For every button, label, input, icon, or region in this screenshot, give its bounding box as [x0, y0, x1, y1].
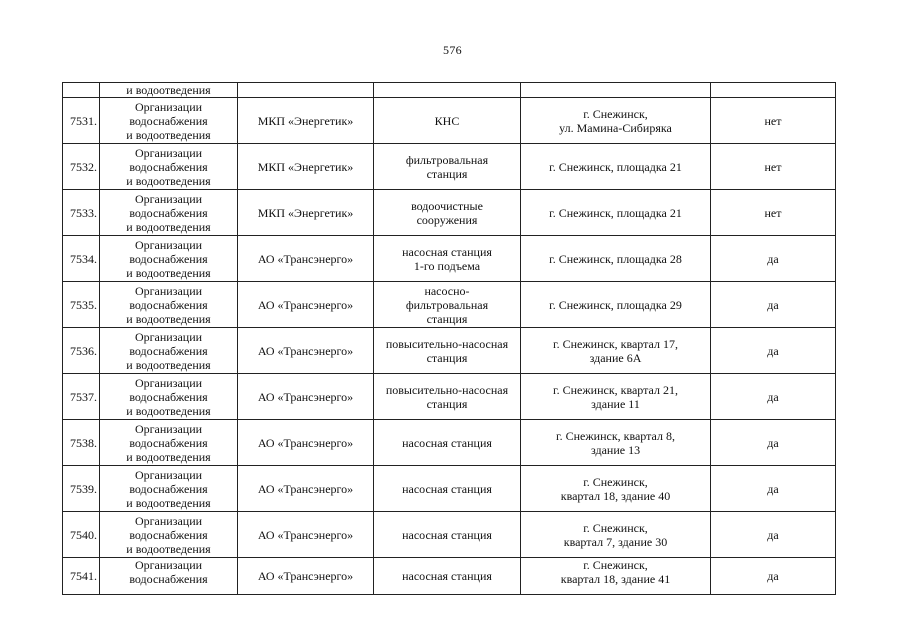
cell-number: 7532. — [63, 144, 100, 190]
cell-object: повысительно-насосная станция — [374, 374, 521, 420]
cell-category: Организации водоснабжения и водоотведения — [100, 374, 238, 420]
cell-owner: АО «Трансэнерго» — [238, 282, 374, 328]
cell-owner: МКП «Энергетик» — [238, 144, 374, 190]
cell-category: Организации водоснабжения и водоотведения — [100, 144, 238, 190]
cell-category: Организации водоснабжения и водоотведения — [100, 98, 238, 144]
table-row — [63, 98, 836, 144]
cell-flag: да — [711, 420, 836, 466]
cell-owner: АО «Трансэнерго» — [238, 420, 374, 466]
cell-address: г. Снежинск, площадка 29 — [521, 282, 711, 328]
cell-category: Организации водоснабжения и водоотведения — [100, 190, 238, 236]
cell-category: Организации водоснабжения и водоотведения — [100, 420, 238, 466]
registry-table — [62, 82, 836, 595]
cell-number: 7537. — [63, 374, 100, 420]
cell-flag: да — [711, 374, 836, 420]
cell-object: КНС — [374, 98, 521, 144]
cell-number: 7541. — [63, 558, 100, 595]
cell-number: 7534. — [63, 236, 100, 282]
cell-owner: АО «Трансэнерго» — [238, 374, 374, 420]
cell-flag: да — [711, 328, 836, 374]
cell-number: 7533. — [63, 190, 100, 236]
cell-number: 7536. — [63, 328, 100, 374]
table-row — [63, 512, 836, 558]
cell-owner: МКП «Энергетик» — [238, 98, 374, 144]
cell-object: насосная станция — [374, 558, 521, 595]
cell-address: г. Снежинск, площадка 28 — [521, 236, 711, 282]
cell-flag: да — [711, 236, 836, 282]
cell-number: 7535. — [63, 282, 100, 328]
cell-object: насосная станция 1-го подъема — [374, 236, 521, 282]
cell-category: и водоотведения — [100, 83, 238, 98]
cell-number: 7538. — [63, 420, 100, 466]
cell-address: г. Снежинск, квартал 18, здание 40 — [521, 466, 711, 512]
cell-object — [374, 83, 521, 98]
cell-flag: да — [711, 282, 836, 328]
cell-category: Организации водоснабжения и водоотведения — [100, 512, 238, 558]
cell-category: Организации водоснабжения и водоотведения — [100, 466, 238, 512]
cell-address: г. Снежинск, площадка 21 — [521, 144, 711, 190]
cell-owner: АО «Трансэнерго» — [238, 466, 374, 512]
table-row — [63, 328, 836, 374]
table-row-continued — [63, 83, 836, 98]
cell-number: 7531. — [63, 98, 100, 144]
cell-object: фильтровальная станция — [374, 144, 521, 190]
table-row — [63, 144, 836, 190]
table-row — [63, 190, 836, 236]
registry-table-body — [63, 83, 836, 595]
cell-category: Организации водоснабжения и водоотведения — [100, 236, 238, 282]
cell-object: насосно- фильтровальная станция — [374, 282, 521, 328]
cell-owner: АО «Трансэнерго» — [238, 236, 374, 282]
cell-flag: да — [711, 512, 836, 558]
cell-number: 7540. — [63, 512, 100, 558]
cell-address: г. Снежинск, квартал 8, здание 13 — [521, 420, 711, 466]
cell-owner: АО «Трансэнерго» — [238, 558, 374, 595]
cell-object: водоочистные сооружения — [374, 190, 521, 236]
cell-flag: нет — [711, 144, 836, 190]
table-row — [63, 420, 836, 466]
cell-object: насосная станция — [374, 420, 521, 466]
cell-category: Организации водоснабжения и водоотведения — [100, 328, 238, 374]
cell-address — [521, 83, 711, 98]
table-row — [63, 374, 836, 420]
cell-number — [63, 83, 100, 98]
cell-address: г. Снежинск, квартал 21, здание 11 — [521, 374, 711, 420]
cell-address: г. Снежинск, ул. Мамина-Сибиряка — [521, 98, 711, 144]
cell-flag: нет — [711, 190, 836, 236]
cell-category: Организации водоснабжения и водоотведения — [100, 282, 238, 328]
cell-address: г. Снежинск, площадка 21 — [521, 190, 711, 236]
cell-object: повысительно-насосная станция — [374, 328, 521, 374]
cell-address: г. Снежинск, квартал 17, здание 6А — [521, 328, 711, 374]
cell-owner: МКП «Энергетик» — [238, 190, 374, 236]
cell-flag: нет — [711, 98, 836, 144]
page-number: 576 — [443, 43, 462, 57]
cell-address: г. Снежинск, квартал 18, здание 41 — [521, 558, 711, 595]
cell-owner: АО «Трансэнерго» — [238, 512, 374, 558]
cell-flag — [711, 83, 836, 98]
cell-object: насосная станция — [374, 512, 521, 558]
cell-owner — [238, 83, 374, 98]
cell-address: г. Снежинск, квартал 7, здание 30 — [521, 512, 711, 558]
table-row — [63, 236, 836, 282]
cell-flag: да — [711, 558, 836, 595]
cell-flag: да — [711, 466, 836, 512]
cell-owner: АО «Трансэнерго» — [238, 328, 374, 374]
table-row — [63, 558, 836, 595]
cell-object: насосная станция — [374, 466, 521, 512]
cell-category: Организации водоснабжения — [100, 558, 238, 595]
cell-number: 7539. — [63, 466, 100, 512]
table-row — [63, 466, 836, 512]
table-row — [63, 282, 836, 328]
